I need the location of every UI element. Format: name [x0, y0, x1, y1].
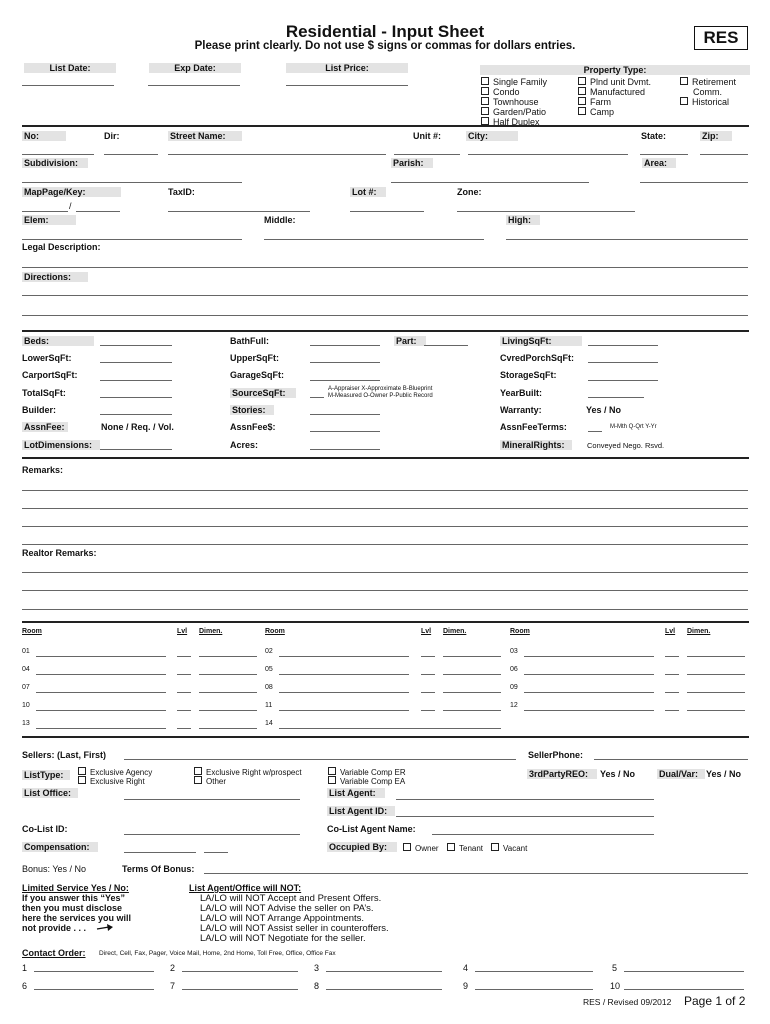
property-type-single-family[interactable]: Single Family	[481, 77, 547, 87]
remarks-line[interactable]	[22, 490, 748, 491]
parish-label: Parish:	[391, 158, 433, 168]
property-type-half-duplex[interactable]: Half Duplex	[481, 117, 540, 127]
uppersqft-label: UpperSqFt:	[230, 353, 279, 363]
room-level-field[interactable]	[665, 710, 679, 711]
dual-var-label: Dual/Var:	[657, 769, 705, 779]
checkbox-icon	[194, 776, 202, 784]
room-dimensions-field[interactable]	[443, 692, 501, 693]
checkbox-icon	[481, 97, 489, 105]
contact-field[interactable]	[475, 971, 593, 972]
room-name-field[interactable]	[36, 656, 166, 657]
city-label: City:	[466, 131, 518, 141]
checkbox-icon	[481, 87, 489, 95]
builder-label: Builder:	[22, 405, 57, 415]
zone-label: Zone:	[457, 187, 482, 197]
area-field[interactable]	[640, 182, 748, 183]
sellers-field[interactable]	[124, 759, 516, 760]
room-name-field[interactable]	[36, 692, 166, 693]
agent-will-not-item[interactable]: LA/LO will NOT Negotiate for the seller.	[200, 933, 366, 944]
cvredporch-field[interactable]	[588, 362, 658, 363]
property-type-townhouse[interactable]: Townhouse	[481, 97, 539, 107]
room-name-field[interactable]	[279, 674, 409, 675]
directions-label: Directions:	[22, 272, 88, 282]
middle-field[interactable]	[264, 239, 484, 240]
room-name-field[interactable]	[279, 710, 409, 711]
street-name-field[interactable]	[168, 154, 386, 155]
dimensions-column-header: Dimen.	[443, 628, 467, 635]
totalsqft-label: TotalSqFt:	[22, 388, 66, 398]
unit-field[interactable]	[394, 154, 460, 155]
contact-number: 2	[170, 963, 176, 973]
room-number: 03	[510, 648, 518, 655]
room-dimensions-field[interactable]	[443, 674, 501, 675]
limited-service-heading[interactable]: Limited Service Yes / No:	[22, 883, 129, 893]
contact-number: 8	[314, 981, 320, 991]
room-number: 06	[510, 666, 518, 673]
level-column-header: Lvl	[665, 628, 676, 635]
room-number: 09	[510, 684, 518, 691]
compensation-field-2[interactable]	[204, 852, 228, 853]
warranty-options[interactable]: Yes / No	[586, 405, 622, 415]
section-divider	[22, 621, 749, 623]
list-agent-field[interactable]	[396, 799, 654, 800]
part-field[interactable]	[424, 345, 468, 346]
list-agent-id-label: List Agent ID:	[327, 806, 395, 816]
sourcesqft-label: SourceSqFt:	[230, 388, 296, 398]
livingsqft-label: LivingSqFt:	[500, 336, 582, 346]
contact-number: 10	[610, 981, 621, 991]
list-agent-id-field[interactable]	[396, 816, 654, 817]
contact-field[interactable]	[475, 989, 593, 990]
state-field[interactable]	[640, 154, 688, 155]
property-type-retirement[interactable]: Retirement	[680, 77, 736, 87]
beds-field[interactable]	[100, 345, 172, 346]
room-level-field[interactable]	[421, 692, 435, 693]
dir-label: Dir:	[104, 131, 120, 141]
livingsqft-field[interactable]	[588, 345, 658, 346]
list-date-label: List Date:	[24, 63, 116, 73]
room-dimensions-field[interactable]	[199, 692, 257, 693]
checkbox-icon	[78, 776, 86, 784]
storagesqft-label: StorageSqFt:	[500, 370, 557, 380]
yearbuilt-label: YearBuilt:	[500, 388, 543, 398]
subdivision-label: Subdivision:	[22, 158, 88, 168]
realtor-remarks-line[interactable]	[22, 590, 748, 591]
garagesqft-field[interactable]	[310, 380, 380, 381]
checkbox-icon	[78, 767, 86, 775]
room-name-field[interactable]	[279, 728, 501, 729]
no-field[interactable]	[22, 154, 94, 155]
room-name-field[interactable]	[36, 728, 166, 729]
mineralrights-label: MineralRights:	[500, 440, 572, 450]
property-type-plnd-unit[interactable]: Plnd unit Dvmt.	[578, 77, 651, 87]
directions-field-line[interactable]	[22, 315, 748, 316]
form-subtitle: Please print clearly. Do not use $ signs or commas for dollars entries.	[194, 40, 576, 52]
area-label: Area:	[642, 158, 676, 168]
room-level-field[interactable]	[177, 674, 191, 675]
remarks-label: Remarks:	[22, 465, 64, 475]
remarks-line[interactable]	[22, 526, 748, 527]
high-field[interactable]	[506, 239, 748, 240]
checkbox-icon	[680, 77, 688, 85]
room-dimensions-field[interactable]	[687, 692, 745, 693]
checkbox-icon	[578, 87, 586, 95]
warranty-label: Warranty:	[500, 405, 542, 415]
totalsqft-field[interactable]	[100, 397, 172, 398]
contact-field[interactable]	[624, 971, 744, 972]
lotdimensions-field[interactable]	[100, 449, 172, 450]
list-office-field[interactable]	[124, 799, 300, 800]
taxid-label: TaxID:	[168, 187, 195, 197]
dual-var-options[interactable]: Yes / No	[706, 769, 742, 779]
limited-service-note: If you answer this “Yes”	[22, 893, 126, 903]
room-level-field[interactable]	[177, 656, 191, 657]
form-code-box: RES	[694, 26, 748, 50]
state-label: State:	[641, 131, 667, 141]
checkbox-icon	[481, 117, 489, 125]
room-level-field[interactable]	[177, 692, 191, 693]
listtype-variable-comp-ea[interactable]: Variable Comp EA	[328, 776, 405, 786]
property-type-label: Property Type:	[480, 65, 750, 75]
room-number: 01	[22, 648, 30, 655]
mapkey-field[interactable]	[76, 211, 120, 212]
checkbox-icon	[680, 97, 688, 105]
checkbox-icon	[447, 843, 455, 851]
zone-field[interactable]	[457, 211, 635, 212]
builder-field[interactable]	[100, 414, 172, 415]
mappage-slash: /	[69, 201, 72, 211]
room-column-header: Room	[510, 628, 530, 635]
contact-number: 3	[314, 963, 320, 973]
property-type-retirement-comm: Comm.	[693, 87, 722, 97]
listtype-label: ListType:	[22, 770, 70, 780]
list-price-field[interactable]	[286, 85, 408, 86]
room-level-field[interactable]	[177, 710, 191, 711]
sellerphone-field[interactable]	[594, 759, 748, 760]
checkbox-icon	[481, 107, 489, 115]
checkbox-icon	[328, 767, 336, 775]
bonus-label[interactable]: Bonus: Yes / No	[22, 864, 87, 874]
list-price-label: List Price:	[286, 63, 408, 73]
contact-field[interactable]	[34, 989, 154, 990]
limited-service-note: then you must disclose	[22, 903, 123, 913]
contact-number: 7	[170, 981, 176, 991]
assnfeeterms-codes: M-Mth Q-Qrt Y-Yr	[610, 424, 657, 430]
listtype-exclusive-right[interactable]: Exclusive Right	[78, 776, 145, 786]
contact-number: 6	[22, 981, 28, 991]
room-dimensions-field[interactable]	[199, 656, 257, 657]
compensation-field[interactable]	[124, 852, 196, 853]
contact-field[interactable]	[182, 989, 298, 990]
room-level-field[interactable]	[665, 674, 679, 675]
checkbox-icon	[491, 843, 499, 851]
list-date-field[interactable]	[22, 85, 114, 86]
assnfeeterms-label: AssnFeeTerms:	[500, 422, 567, 432]
listtype-exclusive-right-prospect[interactable]: Exclusive Right w/prospect	[194, 767, 302, 777]
property-type-garden-patio[interactable]: Garden/Patio	[481, 107, 546, 117]
property-type-condo[interactable]: Condo	[481, 87, 520, 97]
checkbox-icon	[194, 767, 202, 775]
contact-number: 5	[612, 963, 618, 973]
terms-of-bonus-label: Terms Of Bonus:	[122, 864, 195, 874]
occupied-owner[interactable]: Owner	[403, 843, 439, 853]
occupied-tenant[interactable]: Tenant	[447, 843, 483, 853]
room-dimensions-field[interactable]	[443, 656, 501, 657]
room-level-field[interactable]	[421, 674, 435, 675]
lowersqft-label: LowerSqFt:	[22, 353, 72, 363]
stories-label: Stories:	[230, 405, 274, 415]
contact-field[interactable]	[624, 989, 744, 990]
room-number: 07	[22, 684, 30, 691]
realtor-remarks-label: Realtor Remarks:	[22, 548, 97, 558]
assnfee-options[interactable]: None / Req. / Vol.	[101, 422, 174, 432]
realtor-remarks-line[interactable]	[22, 609, 748, 610]
bathfull-field[interactable]	[310, 345, 380, 346]
subdivision-field[interactable]	[22, 182, 242, 183]
room-number: 14	[265, 720, 273, 727]
agent-will-not-item[interactable]: LA/LO will NOT Accept and Present Offers.	[200, 893, 382, 904]
elem-label: Elem:	[22, 215, 76, 225]
garagesqft-label: GarageSqFt:	[230, 370, 285, 380]
middle-label: Middle:	[264, 215, 296, 225]
co-list-agent-field[interactable]	[432, 834, 654, 835]
yearbuilt-field[interactable]	[588, 397, 644, 398]
assnfee-amount-label: AssnFee$:	[230, 422, 276, 432]
room-level-field[interactable]	[177, 728, 191, 729]
room-number: 13	[22, 720, 30, 727]
checkbox-icon	[481, 77, 489, 85]
assnfee-amount-field[interactable]	[310, 431, 380, 432]
mappage-field[interactable]	[22, 211, 68, 212]
room-number: 05	[265, 666, 273, 673]
room-number: 12	[510, 702, 518, 709]
street-name-label: Street Name:	[168, 131, 242, 141]
checkbox-icon	[578, 77, 586, 85]
lowersqft-field[interactable]	[100, 362, 172, 363]
contact-number: 1	[22, 963, 28, 973]
dimensions-column-header: Dimen.	[687, 628, 711, 635]
city-field[interactable]	[468, 154, 628, 155]
room-name-field[interactable]	[524, 692, 654, 693]
contact-order-options: Direct, Cell, Fax, Pager, Voice Mail, Home, 2nd Home, Toll Free, Office, Office Fax	[99, 950, 336, 957]
room-number: 11	[265, 702, 273, 709]
room-dimensions-field[interactable]	[687, 674, 745, 675]
list-agent-label: List Agent:	[327, 788, 385, 798]
acres-field[interactable]	[310, 449, 380, 450]
cvredporch-label: CvredPorchSqFt:	[500, 353, 575, 363]
checkbox-icon	[403, 843, 411, 851]
contact-field[interactable]	[326, 971, 442, 972]
mappage-label: MapPage/Key:	[22, 187, 121, 197]
room-level-field[interactable]	[665, 692, 679, 693]
terms-of-bonus-field[interactable]	[204, 873, 748, 874]
occupied-vacant[interactable]: Vacant	[491, 843, 527, 853]
parish-field[interactable]	[391, 182, 589, 183]
room-dimensions-field[interactable]	[687, 710, 745, 711]
revision-note: RES / Revised 09/2012	[583, 997, 672, 1007]
page-number: Page 1 of 2	[684, 994, 746, 1008]
uppersqft-field[interactable]	[310, 362, 380, 363]
section-divider	[22, 330, 749, 332]
carportsqft-label: CarportSqFt:	[22, 370, 78, 380]
exp-date-field[interactable]	[148, 85, 240, 86]
room-name-field[interactable]	[36, 710, 166, 711]
beds-label: Beds:	[22, 336, 94, 346]
remarks-line[interactable]	[22, 508, 748, 509]
room-column-header: Room	[22, 628, 42, 635]
property-type-farm[interactable]: Farm	[578, 97, 611, 107]
agent-will-not-item[interactable]: LA/LO will NOT Advise the seller on PA’s.	[200, 903, 374, 914]
room-level-field[interactable]	[421, 710, 435, 711]
exp-date-label: Exp Date:	[149, 63, 241, 73]
room-dimensions-field[interactable]	[199, 728, 257, 729]
co-list-id-field[interactable]	[124, 834, 300, 835]
part-label: Part:	[394, 336, 426, 346]
contact-field[interactable]	[326, 989, 442, 990]
assnfee-label: AssnFee:	[22, 422, 68, 432]
compensation-label: Compensation:	[22, 842, 98, 852]
sourcesqft-codes: M-Measured O-Owner P-Public Record	[328, 393, 433, 399]
room-number: 08	[265, 684, 273, 691]
property-type-manufactured[interactable]: Manufactured	[578, 87, 645, 97]
listtype-other[interactable]: Other	[194, 776, 226, 786]
room-number: 02	[265, 648, 273, 655]
level-column-header: Lvl	[177, 628, 188, 635]
limited-service-note: not provide . . .	[22, 923, 87, 933]
contact-number: 4	[463, 963, 469, 973]
zip-label: Zip:	[700, 131, 732, 141]
section-divider	[22, 457, 749, 459]
elem-field[interactable]	[22, 239, 242, 240]
directions-field-line[interactable]	[22, 295, 748, 296]
dimensions-column-header: Dimen.	[199, 628, 223, 635]
contact-number: 9	[463, 981, 469, 991]
room-number: 10	[22, 702, 30, 709]
room-number: 04	[22, 666, 30, 673]
third-party-reo-label: 3rdPartyREO:	[527, 769, 597, 779]
room-level-field[interactable]	[665, 656, 679, 657]
co-list-id-label: Co-List ID:	[22, 824, 68, 834]
assnfeeterms-field[interactable]	[588, 431, 602, 432]
property-type-historical[interactable]: Historical	[680, 97, 729, 107]
contact-field[interactable]	[34, 971, 154, 972]
room-dimensions-field[interactable]	[687, 656, 745, 657]
list-office-label: List Office:	[22, 788, 78, 798]
room-dimensions-field[interactable]	[199, 674, 257, 675]
stories-field[interactable]	[310, 414, 380, 415]
storagesqft-field[interactable]	[588, 380, 658, 381]
co-list-agent-label: Co-List Agent Name:	[327, 824, 416, 834]
no-label: No:	[22, 131, 66, 141]
lot-label: Lot #:	[350, 187, 386, 197]
contact-order-label: Contact Order:	[22, 948, 86, 958]
checkbox-icon	[578, 107, 586, 115]
occupied-by-label: Occupied By:	[327, 842, 397, 852]
contact-field[interactable]	[182, 971, 298, 972]
limited-service-note: here the services you will	[22, 913, 132, 923]
bathfull-label: BathFull:	[230, 336, 269, 346]
room-name-field[interactable]	[524, 674, 654, 675]
room-column-header: Room	[265, 628, 285, 635]
checkbox-icon	[328, 776, 336, 784]
room-name-field[interactable]	[524, 656, 654, 657]
legal-description-label: Legal Description:	[22, 242, 101, 252]
realtor-remarks-line[interactable]	[22, 572, 748, 573]
high-label: High:	[506, 215, 540, 225]
agent-will-not-item[interactable]: LA/LO will NOT Assist seller in counteroffers.	[200, 923, 389, 934]
room-name-field[interactable]	[36, 674, 166, 675]
room-name-field[interactable]	[524, 710, 654, 711]
room-name-field[interactable]	[279, 656, 409, 657]
level-column-header: Lvl	[421, 628, 432, 635]
listtype-variable-comp-er[interactable]: Variable Comp ER	[328, 767, 406, 777]
agent-will-not-item[interactable]: LA/LO will NOT Arrange Appointments.	[200, 913, 365, 924]
listtype-exclusive-agency[interactable]: Exclusive Agency	[78, 767, 152, 777]
mineralrights-options[interactable]: Conveyed Nego. Rsvd.	[587, 441, 665, 450]
dir-field[interactable]	[104, 154, 158, 155]
lot-field[interactable]	[350, 211, 424, 212]
taxid-field[interactable]	[168, 211, 310, 212]
property-type-camp[interactable]: Camp	[578, 107, 614, 117]
section-divider	[22, 125, 749, 127]
agent-will-not-heading: List Agent/Office will NOT:	[189, 883, 302, 893]
room-dimensions-field[interactable]	[443, 710, 501, 711]
sellerphone-label: SellerPhone:	[528, 750, 584, 760]
arrow-right-icon	[96, 923, 114, 933]
sourcesqft-codes: A-Appraiser X-Approximate B-Blueprint	[328, 386, 433, 392]
remarks-line[interactable]	[22, 544, 748, 545]
zip-field[interactable]	[700, 154, 748, 155]
form-title: Residential - Input Sheet	[285, 22, 485, 41]
unit-label: Unit #:	[413, 131, 441, 141]
checkbox-icon	[578, 97, 586, 105]
room-name-field[interactable]	[279, 692, 409, 693]
acres-label: Acres:	[230, 440, 259, 450]
third-party-reo-options[interactable]: Yes / No	[600, 769, 636, 779]
room-level-field[interactable]	[421, 656, 435, 657]
sellers-label: Sellers: (Last, First)	[22, 750, 107, 760]
legal-description-field[interactable]	[22, 267, 748, 268]
lotdimensions-label: LotDimensions:	[22, 440, 100, 450]
carportsqft-field[interactable]	[100, 380, 172, 381]
sourcesqft-field[interactable]	[310, 397, 324, 398]
section-divider	[22, 736, 749, 738]
room-dimensions-field[interactable]	[199, 710, 257, 711]
